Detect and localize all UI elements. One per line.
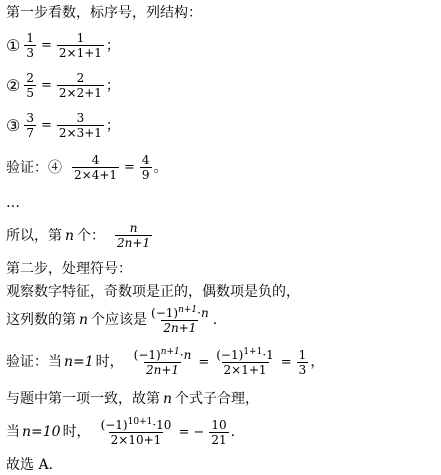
rhs-fraction: $\frac{2}{2\times 2+1}$ (58, 71, 102, 100)
ellipsis: … (6, 195, 20, 211)
item-mark: ③ (6, 115, 21, 135)
step2-title: 第二步，处理符号： (6, 261, 132, 277)
rhs-fraction: $\frac{1}{2\times 1+1}$ (58, 31, 102, 60)
step1-title: 第一步看数，标序号，列结构： (6, 5, 202, 21)
item-mark: ② (6, 75, 21, 95)
observe-text: 观察数字特征，奇数项是正的，偶数项是负的， (6, 284, 300, 300)
item-2: ② $\frac{2}{5}$ = $\frac{2}{2\times 2+1}$ ； (6, 71, 120, 100)
verify4-fraction: $\frac{4}{2\times 4+1}$ (74, 153, 118, 182)
lhs-fraction: $\frac{3}{7}$ (26, 111, 34, 140)
verify-n10: 当 n=10 时， $\frac{(-1)^{10+1}\cdot 10}{2\times 10+1}$ = − $\frac{10}{21}$ . (6, 417, 236, 447)
lhs-fraction: $\frac{1}{3}$ (26, 31, 34, 60)
verify-n10-result: $\frac{10}{21}$ (211, 417, 227, 447)
verify-n1-fraction-general: $\frac{(-1)^{n+1}\cdot n}{2n+1}$ (133, 347, 192, 377)
general-fraction: $\frac{(-1)^{n+1}\cdot n}{2n+1}$ (151, 305, 209, 335)
nth-fraction: $\frac{n}{2n+1}$ (117, 221, 151, 250)
item-1: ① $\frac{1}{3}$ = $\frac{1}{2\times 1+1}$ ； (6, 31, 120, 60)
lhs-fraction: $\frac{2}{5}$ (26, 71, 34, 100)
general-term: 这列数的第 n 个应该是 $\frac{(-1)^{n+1}\cdot n}{2n+1}$ . (6, 305, 218, 335)
verify-n1-fraction-substituted: $\frac{(-1)^{1+1}\cdot 1}{2\times 1+1}$ (216, 347, 274, 377)
rhs-fraction: $\frac{3}{2\times 3+1}$ (58, 111, 102, 140)
answer: 故选 A. (6, 457, 54, 473)
verify4-result: $\frac{4}{9}$ (141, 153, 150, 182)
verify-n10-fraction: $\frac{(-1)^{10+1}\cdot 10}{2\times 10+1}$ (100, 417, 172, 447)
verify-n1-result: $\frac{1}{3}$ (298, 347, 307, 377)
item-3: ③ $\frac{3}{7}$ = $\frac{3}{2\times 3+1}$ ； (6, 111, 120, 140)
nth-term: 所以，第 n 个： $\frac{n}{2n+1}$ (6, 221, 151, 250)
item-mark: ① (6, 35, 21, 55)
verify-n1: 验证：当 n=1 时， $\frac{(-1)^{n+1}\cdot n}{2n+1}$ = $\frac{(-1)^{1+1}\cdot 1}{2\times 1+1}$ = $\frac{1}{3}$ ， (6, 347, 325, 377)
consistent-text: 与题中第一项一致，故第 n 个式子合理， (6, 391, 260, 407)
verify-item-4: 验证：④ $\frac{4}{2\times 4+1}$ = $\frac{4}{9}$ 。 (6, 153, 168, 182)
